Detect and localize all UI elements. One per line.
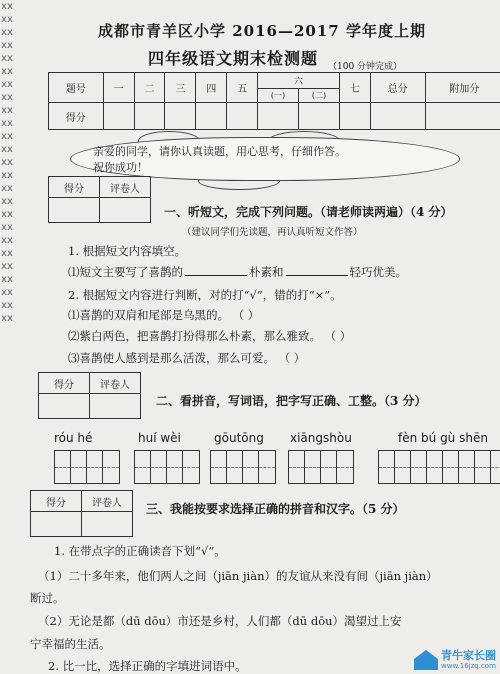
writing-grid[interactable] <box>54 450 120 484</box>
section3-sentence-1: （1）二十多年来，他们两人之间（jiān jiàn）的友谊从来没有间（jiān jiàn） <box>38 569 438 583</box>
pinyin-label: róu hé <box>54 431 93 445</box>
score-header-cell: 七 <box>339 73 370 103</box>
grader-label: 评卷人 <box>90 373 141 394</box>
answer-blank[interactable] <box>185 265 247 276</box>
grader-label: 得分 <box>39 373 90 394</box>
grader-cell <box>82 512 133 537</box>
score-cell <box>339 103 370 130</box>
pinyin-label: xiāngshòu <box>290 431 352 445</box>
answer-blank[interactable] <box>286 265 348 276</box>
grader-cell <box>31 512 82 537</box>
score-header-cell: 四 <box>196 73 227 103</box>
score-header-cell: 五 <box>227 73 258 103</box>
score-header-cell: 一 <box>103 73 134 103</box>
grader-cell <box>90 394 141 419</box>
exam-title: 四年级语文期末检测题 <box>148 49 319 68</box>
pinyin-label: fèn bú gù shēn <box>398 431 488 445</box>
judgement-3 <box>68 350 305 366</box>
q1a-text: 轻巧优美。 <box>349 265 407 279</box>
logo-url: www.16jzq.com <box>441 662 496 670</box>
answer-paren[interactable]: （ ） <box>232 308 260 322</box>
grader-label: 评卷人 <box>100 177 151 198</box>
grader-label: 评卷人 <box>82 491 133 512</box>
score-header-cell: 附加分 <box>425 73 500 103</box>
score-cell <box>425 103 500 130</box>
pinyin-label: gōutōng <box>214 431 264 445</box>
q1a-text: 朴素和 <box>249 265 284 279</box>
greeting-line: 亲爱的同学，请你认真读题，用心思考，仔细作答。 <box>93 145 346 158</box>
section1-q1a <box>68 264 407 280</box>
score-sub-cell: (一) <box>258 89 299 103</box>
score-table <box>48 72 500 130</box>
section1-title: 一、听短文，完成下列问题。（请老师读两遍）（4 分） <box>164 205 453 219</box>
section1-note: （建议同学们先读题，再认真听短文作答） <box>182 227 363 238</box>
grader-label: 得分 <box>49 177 100 198</box>
score-cell <box>299 103 340 130</box>
exam-sheet <box>18 0 500 674</box>
judgement-text: ⑶喜鹊使人感到是那么活泼，那么可爱。 <box>68 351 275 365</box>
house-icon <box>414 650 438 670</box>
writing-grid[interactable] <box>378 450 500 484</box>
section3-q1: 1. 在带点字的正确读音下划“√”。 <box>54 544 226 558</box>
q1a-text: ⑴短文主要写了喜鹊的 <box>68 265 183 279</box>
score-cell <box>103 103 134 130</box>
score-header-cell: 三 <box>165 73 196 103</box>
score-row-label: 得分 <box>49 103 104 130</box>
judgement-1 <box>68 307 259 323</box>
section1-q1: 1. 根据短文内容填空。 <box>68 244 187 258</box>
grader-cell <box>49 198 100 223</box>
writing-grid[interactable] <box>210 450 276 484</box>
grader-label: 得分 <box>31 491 82 512</box>
grader-cell <box>100 198 151 223</box>
score-cell <box>196 103 227 130</box>
judgement-2 <box>68 328 351 344</box>
score-cell <box>370 103 425 130</box>
grader-cell <box>39 394 90 419</box>
score-cell <box>165 103 196 130</box>
score-cell <box>134 103 165 130</box>
logo-name: 青牛家长圈 <box>441 649 496 662</box>
section3-title: 三、我能按要求选择正确的拼音和汉字。（5 分） <box>146 502 405 516</box>
section3-sentence-2: （2）无论是都（dū dōu）市还是乡村，人们都（dū dōu）渴望过上安 <box>38 614 402 628</box>
answer-paren[interactable]: （ ） <box>324 329 352 343</box>
grader-box-1 <box>48 176 151 223</box>
judgement-text: ⑵紫白两色，把喜鹊打扮得那么朴素，那么雅致。 <box>68 329 321 343</box>
score-header-cell: 题号 <box>49 73 104 103</box>
writing-grid[interactable] <box>288 450 354 484</box>
grader-box-2 <box>38 372 141 419</box>
answer-paren[interactable]: （ ） <box>278 351 306 365</box>
school-title: 成都市青羊区小学 2016—2017 学年度上期 <box>98 22 426 40</box>
score-cell <box>258 103 299 130</box>
section1-q2: 2. 根据短文内容进行判断，对的打“√”，错的打“×”。 <box>68 288 342 302</box>
score-header-cell: 六 <box>258 73 340 89</box>
score-header-cell: 二 <box>134 73 165 103</box>
pinyin-label: huí wèi <box>138 431 181 445</box>
grader-box-3 <box>30 490 133 537</box>
greeting-line: 祝你成功！ <box>93 161 148 174</box>
section3-q2: 2. 比一比，选择正确的字填进词语中。 <box>48 659 247 673</box>
score-cell <box>227 103 258 130</box>
section2-title: 二、看拼音，写词语，把字写正确、工整。（3 分） <box>156 394 427 408</box>
greeting-cloud <box>70 137 460 181</box>
site-logo <box>414 650 496 670</box>
section3-sentence-2b: 宁幸福的生活。 <box>30 637 111 651</box>
binding-margin-marks: xxxxxxxxxxxxxxxxxxxxxxxxxxxxxxxxxxxxxxxxxxxxxxxxxx <box>0 1 14 324</box>
writing-grid[interactable] <box>134 450 200 484</box>
time-note: （100 分钟完成） <box>328 62 403 72</box>
section3-sentence-1b: 断过。 <box>30 591 65 605</box>
judgement-text: ⑴喜鹊的双肩和尾部是乌黑的。 <box>68 308 229 322</box>
score-sub-cell: (二) <box>299 89 340 103</box>
score-header-cell: 总分 <box>370 73 425 103</box>
